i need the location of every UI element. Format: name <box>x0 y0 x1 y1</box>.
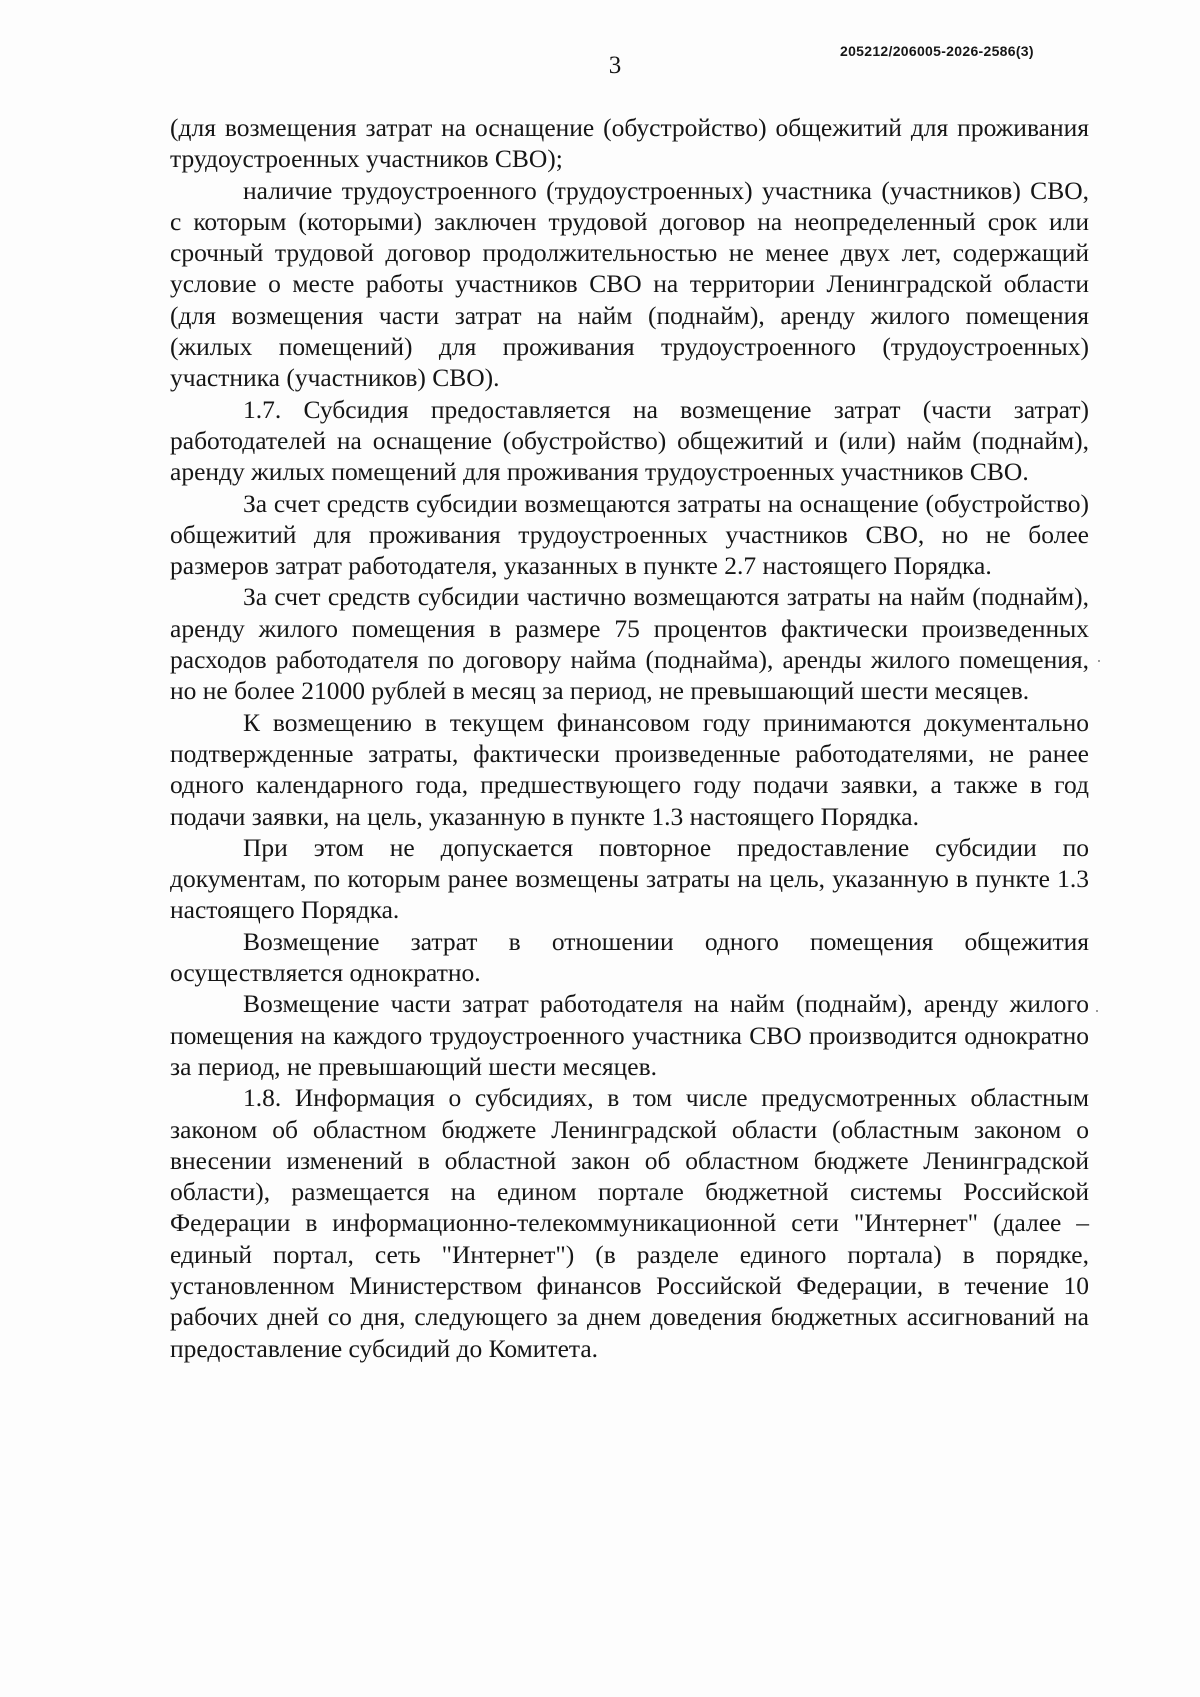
document-id: 205212/206005-2026-2586(3) <box>840 43 1034 59</box>
paragraph-continuation: (для возмещения затрат на оснащение (обустройство) общежитий для проживания трудоустроенных участников СВО); <box>170 113 1089 174</box>
paragraph-employment-condition: наличие трудоустроенного (трудоустроенных) участника (участников) СВО, с которым (которыми) заключен трудовой договор на неопределенный срок или срочный трудовой договор продолжительностью не менее двух лет, содержащий условие о месте работы участников СВО на территории Ленинградской области (для возмещения части затрат на найм (поднайм), аренду жилого помещения (жилых помещений) для проживания трудоустроенного (трудоустроенных) участника (участников) СВО). <box>170 175 1089 393</box>
page-number: 3 <box>608 52 622 79</box>
paragraph-1-8: 1.8. Информация о субсидиях, в том числе предусмотренных областным законом об областном бюджете Ленинградской области (областным законом о внесении изменений в областной закон об областном бюджете Ленинградской области), размещается на едином портале бюджетной системы Российской Федерации в информационно-телекоммуникационной сети "Интернет" (далее – единый портал, сеть "Интернет") (в разделе единого портала) в порядке, установленном Министерством финансов Российской Федерации, в течение 10 рабочих дней со дня, следующего за днем доведения бюджетных ассигнований на предоставление субсидий до Комитета. <box>170 1083 1089 1363</box>
paragraph-rent-once: Возмещение части затрат работодателя на найм (поднайм), аренду жилого помещения на каждого трудоустроенного участника СВО производится однократно за период, не превышающий шести месяцев. <box>170 989 1089 1081</box>
document-body <box>170 112 1089 1364</box>
paragraph-dormitory-once: Возмещение затрат в отношении одного помещения общежития осуществляется однократно. <box>170 926 1089 988</box>
scan-speck <box>1096 1010 1098 1012</box>
paragraph-rent-costs: За счет средств субсидии частично возмещаются затраты на найм (поднайм), аренду жилого помещения в размере 75 процентов фактически произведенных расходов работодателя по договору найма (поднайма), аренды жилого помещения, но не более 21000 рублей в месяц за период, не превышающий шести месяцев. <box>170 582 1089 706</box>
paragraph-no-repeat: При этом не допускается повторное предоставление субсидии по документам, по которым ранее возмещены затраты на цель, указанную в пункте 1.3 настоящего Порядка. <box>170 832 1089 925</box>
paragraph-dormitory-costs: За счет средств субсидии возмещаются затраты на оснащение (обустройство) общежитий для проживания трудоустроенных участников СВО, но не более размеров затрат работодателя, указанных в пункте 2.7 настоящего Порядка. <box>170 488 1089 581</box>
paragraph-accepted-costs: К возмещению в текущем финансовом году принимаются документально подтвержденные затраты, фактически произведенные работодателями, не ранее одного календарного года, предшествующего году подачи заявки, а также в год подачи заявки, на цель, указанную в пункте 1.3 настоящего Порядка. <box>170 707 1089 831</box>
paragraph-1-7: 1.7. Субсидия предоставляется на возмещение затрат (части затрат) работодателей на оснащение (обустройство) общежитий и (или) найм (поднайм), аренду жилых помещений для проживания трудоустроенных участников СВО. <box>170 394 1089 487</box>
scan-speck <box>1098 660 1100 662</box>
